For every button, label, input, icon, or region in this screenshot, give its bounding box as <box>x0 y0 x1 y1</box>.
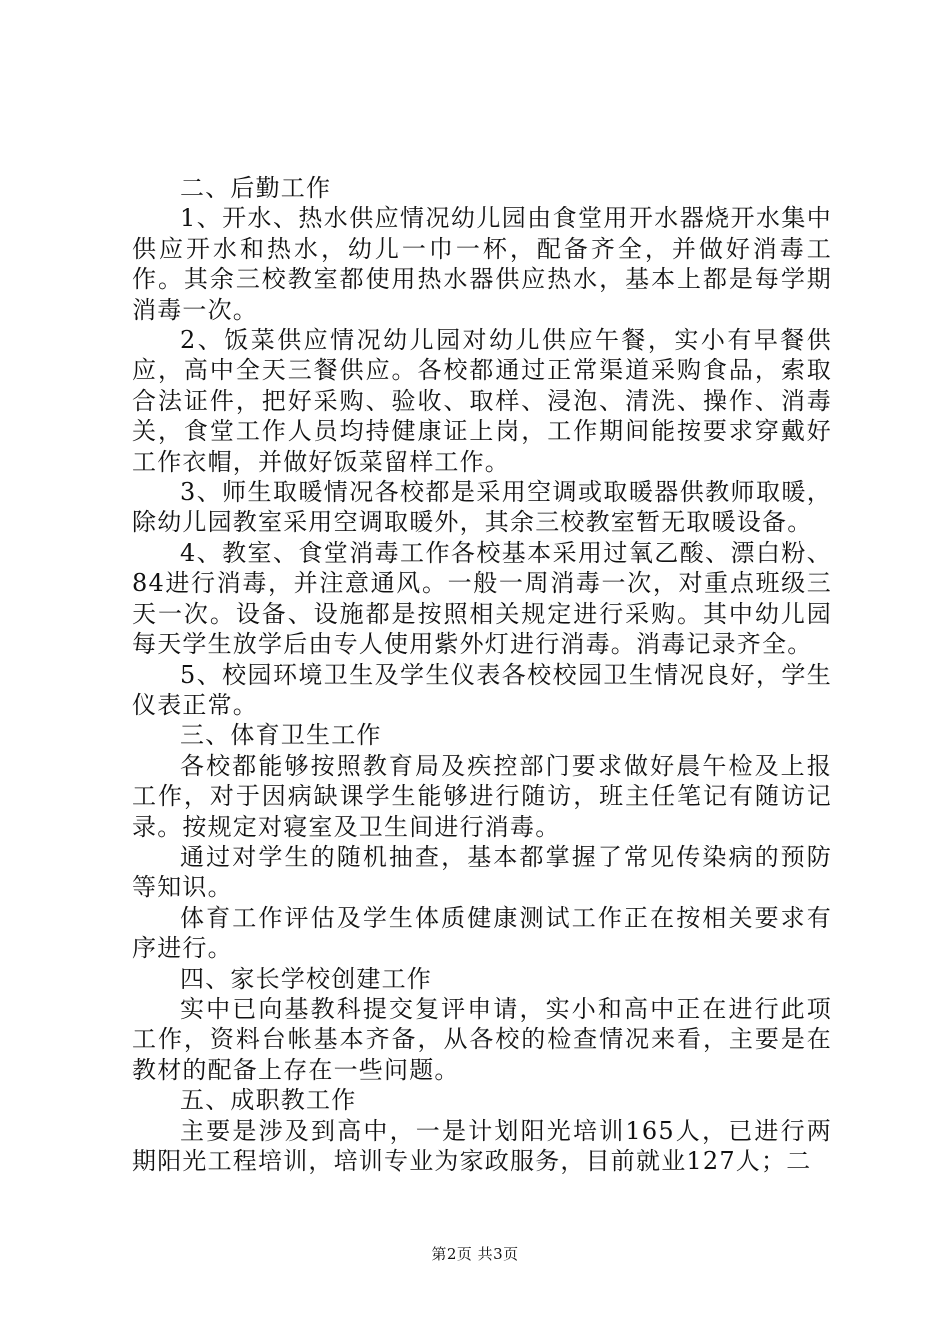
paragraph: 通过对学生的随机抽查，基本都掌握了常见传染病的预防等知识。 <box>132 842 832 902</box>
paragraph: 5、校园环境卫生及学生仪表各校校园卫生情况良好，学生仪表正常。 <box>132 660 832 719</box>
paragraph: 体育工作评估及学生体质健康测试工作正在按相关要求有序进行。 <box>132 903 832 963</box>
paragraph: 1、开水、热水供应情况幼儿园由食堂用开水器烧开水集中供应开水和热水，幼儿一巾一杯，配备齐全，并做好消毒工作。其余三校教室都使用热水器供应热水，基本上都是每学期消毒一次。 <box>132 204 832 324</box>
section-heading: 二、后勤工作 <box>180 174 332 202</box>
paragraph: 3、师生取暖情况各校都是采用空调或取暖器供教师取暖，除幼儿园教室采用空调取暖外，其余三校教室暂无取暖设备。 <box>132 478 832 537</box>
section-heading: 三、体育卫生工作 <box>180 721 382 750</box>
document-body <box>132 173 832 1176</box>
paragraph: 2、饭菜供应情况幼儿园对幼儿供应午餐，实小有早餐供应，高中全天三餐供应。各校都通过正常渠道采购食品，索取合法证件，把好采购、验收、取样、浸泡、清洗、操作、消毒关，食堂工作人员均持健康证上岗，工作期间能按要求穿戴好工作衣帽，并做好饭菜留样工作。 <box>132 326 832 476</box>
paragraph: 实中已向基教科提交复评申请，实小和高中正在进行此项工作，资料台帐基本齐备，从各校的检查情况来看，主要是在教材的配备上存在一些问题。 <box>132 994 832 1084</box>
paragraph: 各校都能够按照教育局及疾控部门要求做好晨午检及上报工作，对于因病缺课学生能够进行随访，班主任笔记有随访记录。按规定对寝室及卫生间进行消毒。 <box>132 751 832 841</box>
paragraph: 主要是涉及到高中，一是计划阳光培训165人，已进行两期阳光工程培训，培训专业为家政服务，目前就业127人；二 <box>132 1116 832 1175</box>
paragraph: 4、教室、食堂消毒工作各校基本采用过氧乙酸、漂白粉、84进行消毒，并注意通风。一般一周消毒一次，对重点班级三天一次。设备、设施都是按照相关规定进行采购。其中幼儿园每天学生放学后由专人使用紫外灯进行消毒。消毒记录齐全。 <box>132 538 832 659</box>
section-heading: 四、家长学校创建工作 <box>180 964 432 993</box>
section-heading: 五、成职教工作 <box>180 1086 357 1115</box>
page-number: 第2页 共3页 <box>431 1245 519 1263</box>
page-footer <box>0 1244 950 1264</box>
